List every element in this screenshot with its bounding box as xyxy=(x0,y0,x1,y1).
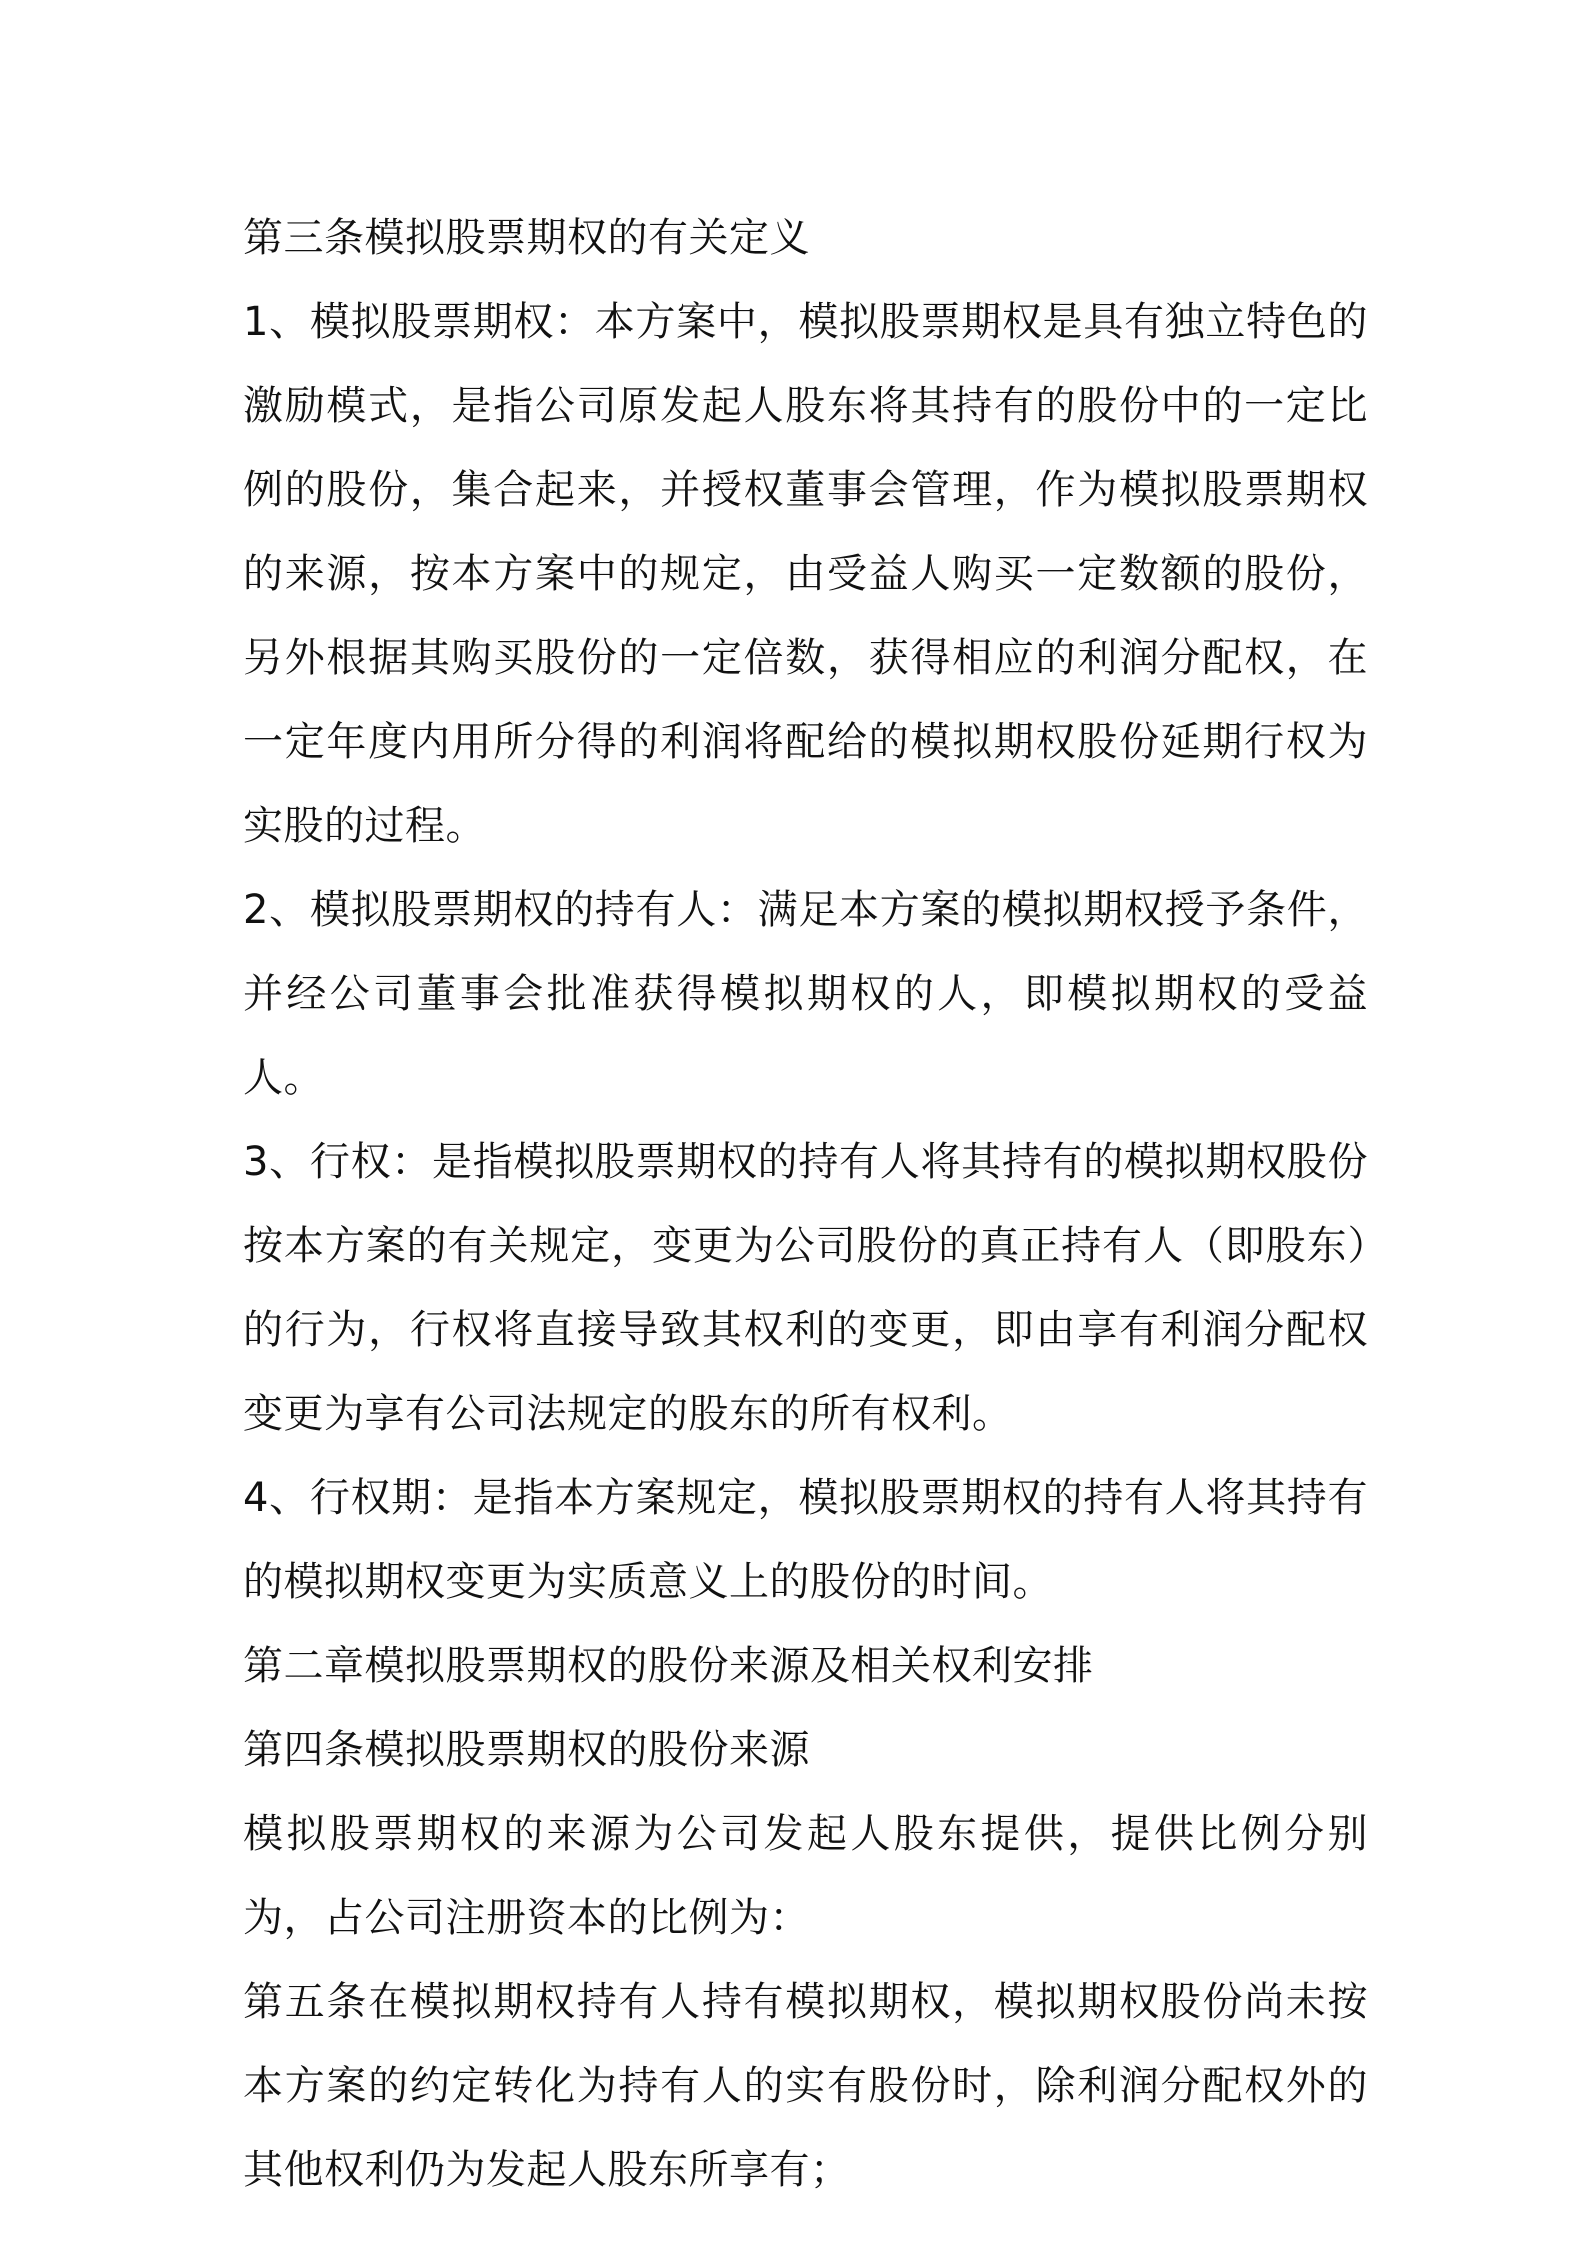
definition-2-paragraph: 2、模拟股票期权的持有人：满足本方案的模拟期权授予条件，并经公司董事会批准获得模拟期权的人，即模拟期权的受益人。 xyxy=(243,887,1368,1101)
definition-1-paragraph: 1、模拟股票期权：本方案中，模拟股票期权是具有独立特色的激励模式，是指公司原发起人股东将其持有的股份中的一定比例的股份，集合起来，并授权董事会管理，作为模拟股票期权的来源，按本方案中的规定，由受益人购买一定数额的股份，另外根据其购买股份的一定倍数，获得相应的利润分配权，在一定年度内用所分得的利润将配给的模拟期权股份延期行权为实股的过程。 xyxy=(243,299,1368,849)
article-3-heading: 第三条模拟股票期权的有关定义 xyxy=(243,215,810,261)
definition-3-paragraph: 3、行权：是指模拟股票期权的持有人将其持有的模拟期权股份按本方案的有关规定，变更为公司股份的真正持有人（即股东）的行为，行权将直接导致其权利的变更，即由享有利润分配权变更为享有公司法规定的股东的所有权利。 xyxy=(243,1139,1368,1437)
document-body xyxy=(243,196,1368,2212)
article-4-heading: 第四条模拟股票期权的股份来源 xyxy=(243,1727,810,1773)
definition-4-paragraph: 4、行权期：是指本方案规定，模拟股票期权的持有人将其持有的模拟期权变更为实质意义上的股份的时间。 xyxy=(243,1475,1368,1605)
chapter-2-heading: 第二章模拟股票期权的股份来源及相关权利安排 xyxy=(243,1643,1094,1689)
article-5-paragraph: 第五条在模拟期权持有人持有模拟期权，模拟期权股份尚未按本方案的约定转化为持有人的实有股份时，除利润分配权外的其他权利仍为发起人股东所享有； xyxy=(243,1979,1368,2193)
article-4-paragraph: 模拟股票期权的来源为公司发起人股东提供，提供比例分别为，占公司注册资本的比例为： xyxy=(243,1811,1368,1941)
